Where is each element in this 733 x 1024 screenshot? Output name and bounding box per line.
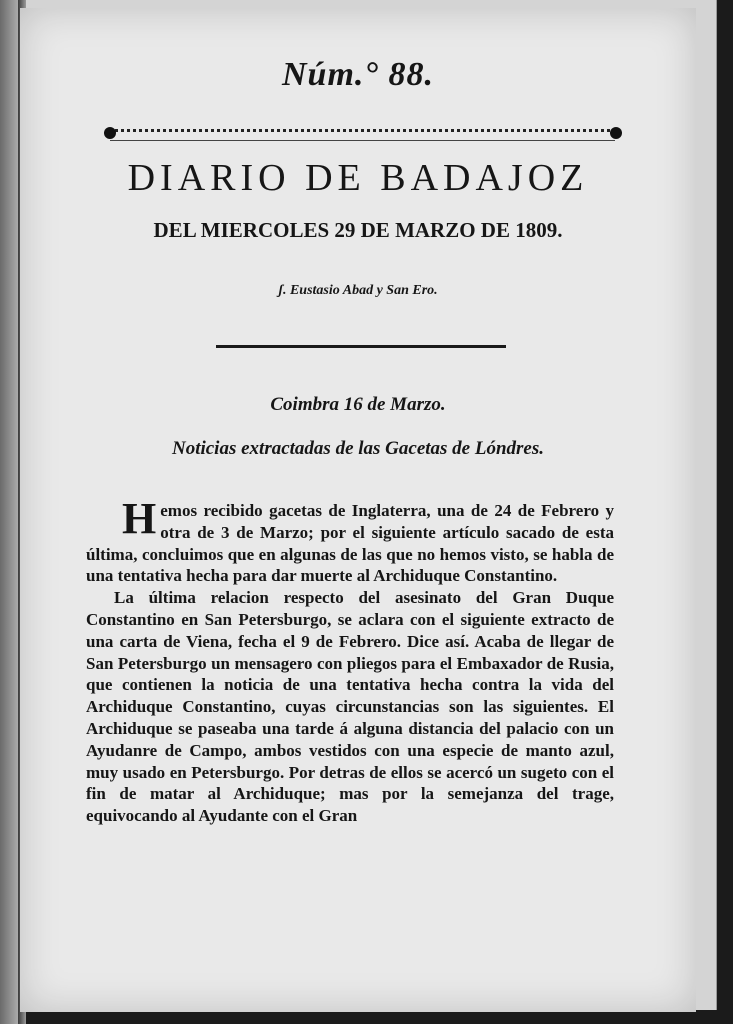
article-dateline: Coimbra 16 de Marzo. [270, 394, 446, 415]
paragraph-2: La última relacion respecto del asesinato del Gran Duque Constantino en San Petersburgo, se aclara con el siguiente extracto de una carta de Viena, fecha el 9 de Febrero. Dice así. Acaba de llegar de San Petersburgo un mensagero con pliegos para el Embaxador de Rusia, que contienen la noticia de una tentativa hecha contra la vida del Archiduque Constantino, cuyas circunstancias son las siguientes. El Archiduque se paseaba una tarde á alguna distancia del palacio con un Ayudanre de Campo, ambos vestidos con una especie de manto azul, muy usado en Petersburgo. Por detras de ellos se acercó un sugeto con el fin de matar al Archiduque; mas por la semejanza del trage, equivocando al Ayudante con el Gran [86, 588, 614, 826]
issue-number: Núm.° 88. [281, 56, 434, 93]
newspaper-title: DIARIO DE BADAJOZ [127, 157, 589, 199]
article-body [86, 494, 614, 827]
ornamental-rule [110, 129, 615, 141]
issue-date: DEL MIERCOLES 29 DE MARZO DE 1809. [153, 218, 563, 242]
printer-imprint: ʃ. Eustasio Abad y San Ero. [278, 283, 438, 298]
paragraph-1-text: emos recibido gacetas de Inglaterra, una de 24 de Febrero y otra de 3 de Marzo; por el siguiente artículo sacado de esta última, concluimos que en algunas de las que no hemos visto, se habla de una tentativa hecha para dar muerte al Archiduque Constantino. [86, 501, 614, 586]
paragraph-1 [86, 494, 614, 587]
ornament-dot-right [610, 127, 622, 139]
ornament-dot-left [104, 127, 116, 139]
article-subtitle: Noticias extractadas de las Gacetas de Lóndres. [171, 438, 545, 459]
separator-rule [216, 345, 506, 348]
drop-cap: H [122, 494, 157, 543]
newspaper-page [20, 8, 696, 1012]
